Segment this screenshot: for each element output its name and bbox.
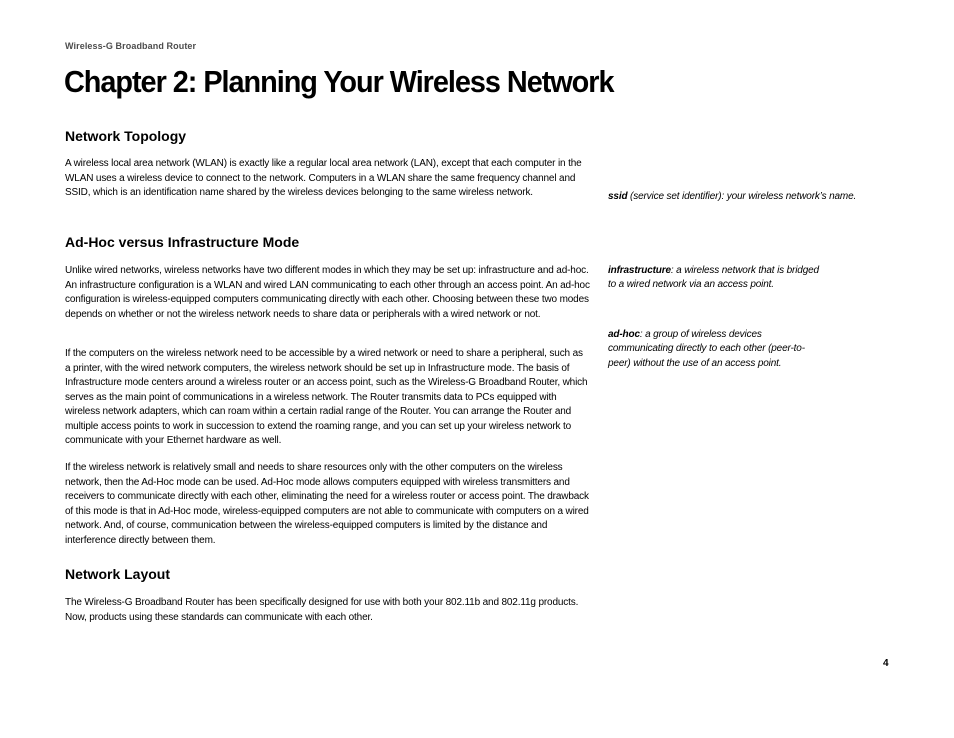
glossary-term-adhoc: ad-hoc [608,329,640,340]
paragraph-network-layout: The Wireless-G Broadband Router has been specifically designed for use with both your 802.11b and 802.11g products. Now, products using these standards can communicate with each other. [65,597,579,623]
glossary-note-adhoc [608,328,805,371]
section-heading-network-topology: Network Topology [65,128,187,144]
chapter-title: Chapter 2: Planning Your Wireless Network [64,64,614,99]
glossary-note-ssid [608,190,856,204]
running-header: Wireless-G Broadband Router [65,41,197,51]
section-heading-adhoc-vs-infrastructure: Ad-Hoc versus Infrastructure Mode [65,234,300,250]
glossary-definition-adhoc-line3: peer) without the use of an access point. [608,357,782,369]
paragraph-adhoc-mode: If the wireless network is relatively small and needs to share resources only with the other computers on the wireless network, then the Ad-Hoc mode can be used. Ad-Hoc mode allows computers equipped with wireless transmitters and receivers to communicate directly with each other, eliminating the need for a wireless router or access point. The drawback of this mode is that in Ad-Hoc mode, wireless-equipped computers are not able to communicate with computers on a wired network. And, of course, communication between the wireless-equipped computers is limited by the distance and interference directly between them. [65,462,589,546]
glossary-note-infrastructure [608,264,819,293]
paragraph-infrastructure-mode: If the computers on the wireless network need to be accessible by a wired network or need to share a peripheral, such as a printer, with the wired network computers, the wireless network should be set up in Infrastructure mode. The basis of Infrastructure mode centers around a wireless router or an access point, such as the Wireless-G Broadband Router, which serves as the main point of communications in a wireless network. The Router transmits data to PCs equipped with wireless network adapters, which can roam within a certain radial range of the Router. You can arrange the Router and multiple access points to work in succession to extend the roaming range, and you can set up your wireless network to communicate with your Ethernet hardware as well. [65,348,588,446]
glossary-definition-infrastructure-line2: to a wired network via an access point. [608,279,774,291]
glossary-definition-ssid: (service set identifier): your wireless network’s name. [627,191,857,202]
section-heading-network-layout: Network Layout [65,566,171,582]
paragraph-network-topology: A wireless local area network (WLAN) is exactly like a regular local area network (LAN), except that each computer in the WLAN uses a wireless device to connect to the network. Computers in a WLAN share the same frequency channel and SSID, which is an identification name shared by the wireless devices belonging to the same wireless network. [65,158,582,198]
glossary-definition-adhoc-line1: : a group of wireless devices [639,329,762,340]
paragraph-adhoc-intro: Unlike wired networks, wireless networks have two different modes in which they may be set up: infrastructure and ad-hoc. An infrastructure configuration is a WLAN and wired LAN communicating to each other through an access point. An ad-hoc configuration is wireless-equipped computers communicating directly with each other. Choosing between these two modes depends on whether or not the wireless network needs to share data or peripherals with a wired network or not. [65,265,590,320]
glossary-definition-adhoc-line2: communicating directly to each other (peer-to- [608,343,805,355]
glossary-term-infrastructure: infrastructure [608,265,671,276]
page-number: 4 [883,658,889,669]
glossary-definition-infrastructure-line1: : a wireless network that is bridged [670,265,819,276]
glossary-term-ssid: ssid [608,191,628,202]
